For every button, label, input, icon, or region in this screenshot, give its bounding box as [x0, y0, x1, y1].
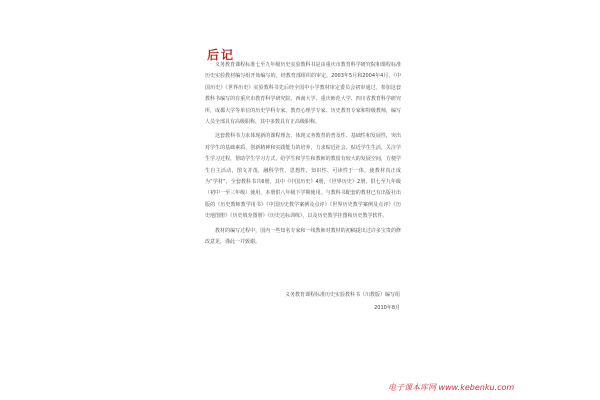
date: 2010年8月 — [374, 305, 400, 311]
paragraph-2: 这套教科书力求体现新的课程理念，体现义务教育的普及性、基础性和发展性，突出对学生的基础素质、创新精神和实践能力的培养，力求贴近社会、贴近学生生活，关注学生学习过程，帮助学生学习方式，给学生和学生和教师的教留有较大的发展空间，方便学生自主活动，图文并茂，融科学性、思想性、知识性、可读性于一体，使教材真正成为“学材”，全套教科书共6册，其中《中国历史》4册，《世界历史》2册，供七至九年级（初中一至三年级）使用，本册供八年级下学期使用。与教科书配套的教材已有出版社出版的《历史教师教学用书》《中国历史教学案例及点评》《世界历史教学案例及点评》《历史地图册》《历史填充图册》《历史达标训练》，以及历史教学挂图和历史教学软件。 — [205, 133, 401, 220]
paragraph-1: 义务教育课程标准七至九年级历史实验教科书是由重庆市教育科学研究院和课程标准历史实验教材编写组开始编写的。经教育部组织的审定，2003年5月和2004年4月，《中国历史》《世界历史》实验教科书先后经全国中小学教材审定委员会初审通过。参加这套教科书编写的有重庆市教育科学研究院、西南大学、重庆师范大学、四川省教育科学研究所，成都大学等单位的历史学科专家、教育心理学专家、历史教育专家和特级教师，编写人员全部具有高级职称，其中多数具有正高级职称。 — [205, 62, 401, 126]
signature: 义务教育课程标准历史实验教科书（川教版）编写组 — [284, 292, 400, 298]
page-title: 后记 — [207, 48, 236, 62]
paragraph-3: 教材的编写过程中，国内一些知名专家和一线教师对教材的初稿提出过许多宝贵的修改意见，谨此一并致谢。 — [205, 227, 401, 246]
watermark: 电子课本库网 www.kebenku.com — [388, 383, 515, 392]
body-text — [205, 60, 401, 249]
